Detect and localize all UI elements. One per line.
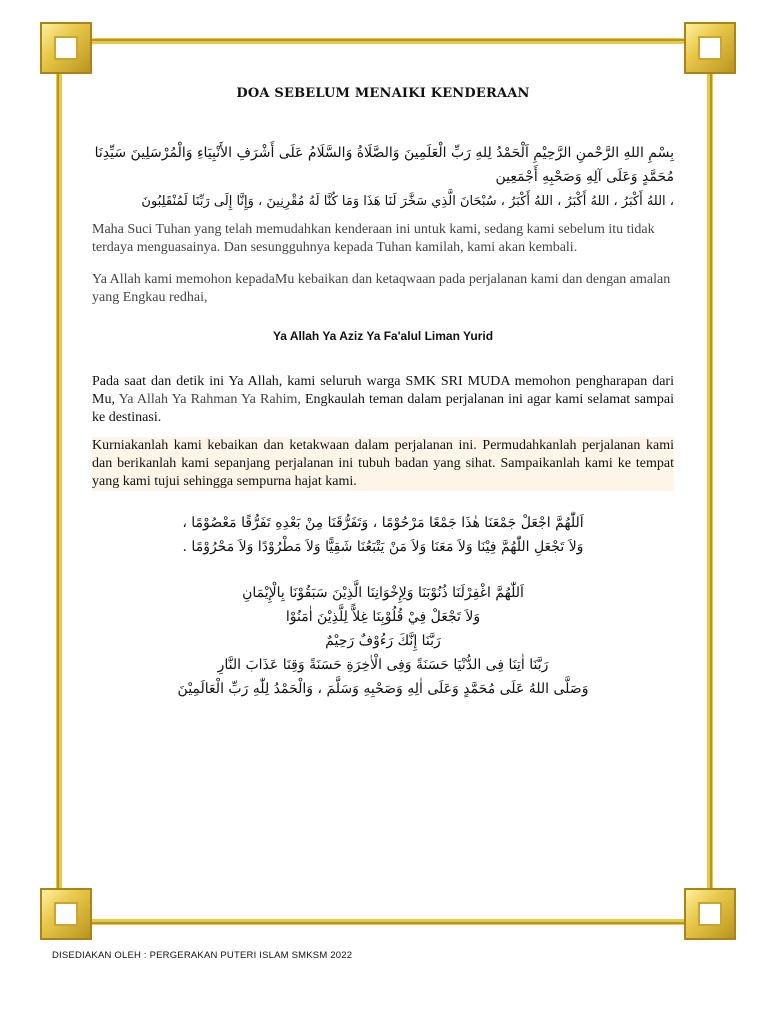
translation-paragraph-1: Maha Suci Tuhan yang telah memudahkan kenderaan ini untuk kami, sedang kami sebelum itu tidak terdaya menguasainya. Dan sesungguhnya kepada Tuhan kamilah, kami akan kembali. <box>92 222 655 255</box>
prayer-paragraph-3-part-a: Pada saat dan detik ini Ya Allah, kami seluruh warga SMK SRI MUDA memohon pengharapan dari Mu, <box>92 374 674 407</box>
dua-line: رَبَّنَا اٰتِنَا فِى الدُّنْيَا حَسَنَةً وَفِى الْاٰخِرَةِ حَسَنَةً وَقِنَا عَذَابَ النَّارِ <box>217 657 549 673</box>
dua-line: رَبَّنَا إِنَّكَ رَءُوْفٌ رَحِيْمٌ <box>325 633 441 649</box>
document-title: DOA SEBELUM MENAIKI KENDERAAN <box>236 86 530 101</box>
dua-line: وَلاَ تَجْعَلْ فِيْ قُلُوْبِنَا غِلاًّ لِلَّذِيْنَ اٰمَنُوْا <box>285 609 481 625</box>
frame-corner-ornament <box>684 888 736 940</box>
dua-line: وَصَلَّى اللهُ عَلَى مُحَمَّدٍ وَعَلَى اٰلِهِ وَصَحْبِهِ وَسَلَّمَ ، وَالْحَمْدُ لِلّٰهِ رَبِّ الْعَالَمِيْنَ <box>177 681 589 697</box>
frame-corner-ornament <box>684 22 736 74</box>
dua-line: اَللّٰهُمَّ اغْفِرْلَنَا ذُنُوْبَنَا وَلِإِخْوَانِنَا الَّذِيْنَ سَبَقُوْنَا بِالْإِيْمَانِ <box>242 585 524 601</box>
dua-line: اَللّٰهُمَّ اجْعَلْ جَمْعَنَا هٰذَا جَمْعًا مَرْحُوْمًا ، وَتَفَرُّقَنَا مِنْ بَعْدِهِ تَفَرُّقًا مَعْصُوْمًا ، <box>182 515 584 531</box>
prayer-paragraph-3-part-b: Ya Allah Ya Rahman Ya Rahim, <box>118 392 301 407</box>
translation-paragraph-2: Ya Allah kami memohon kepadaMu kebaikan dan ketaqwaan pada perjalanan kami dan dengan amalan yang Engkau redhai, <box>92 272 671 305</box>
prayer-paragraph-4: Kurniakanlah kami kebaikan dan ketakwaan dalam perjalanan ini. Permudahkanlah perjalanan kami dan berikanlah kami sepanjang perjalanan ini tubuh badan yang sihat. Sampaikanlah kami ke tempat yang kami tujui sehingga sempurna hajat kami. <box>92 438 674 489</box>
dua-block-gathering <box>92 511 674 559</box>
frame-corner-ornament <box>40 22 92 74</box>
section-subtitle: Ya Allah Ya Aziz Ya Fa'alul Liman Yurid <box>272 329 494 343</box>
prayer-paragraph-3-part-c: Engkaulah teman dalam perjalanan ini agar kami selamat sampai ke destinasi. <box>92 392 674 425</box>
prayer-paragraph-3 <box>92 373 674 427</box>
arabic-opening: بِسْمِ اللهِ الرَّحْمنِ الرَّحِيْمِ اَلْحَمْدُ لِلهِ رَبِّ الْعَلَمِينَ وَالصَّلَاةُ وَالسَّلَامُ عَلَى أَشْرَفِ الأَنْبِيَاءِ وَالْمُرْسَلِينَ سَيِّدِنَا مُحَمَّدٍ وَعَلَى آلِهِ وَصَحْبِهِ أَجْمَعِين <box>94 145 674 185</box>
frame-corner-ornament <box>40 888 92 940</box>
document-content <box>92 86 674 701</box>
dua-block-forgiveness <box>92 581 674 701</box>
arabic-travel-prayer: ، اللهُ أَكْبَرُ ، اللهُ أَكْبَرُ ، اللهُ أَكْبَرُ ، سُبْحَانَ الَّذِي سَخَّرَ لَنَا هَذَا وَمَا كُنَّا لَهُ مُقْرِنِينَ ، وَإِنَّا إِلَى رَبِّنَا لَمُنْقَلِبُونَ <box>141 194 674 209</box>
dua-line: وَلاَ تَجْعَلِ اللّٰهُمَّ فِيْنَا وَلاَ مَعَنَا وَلاَ مَنْ يَتْبَعُنَا شَقِيًّا وَلاَ مَطْرُوْدًا وَلاَ مَحْرُوْمًا . <box>182 539 584 555</box>
footer-credit: DISEDIAKAN OLEH : PERGERAKAN PUTERI ISLAM SMKSM 2022 <box>52 950 353 961</box>
